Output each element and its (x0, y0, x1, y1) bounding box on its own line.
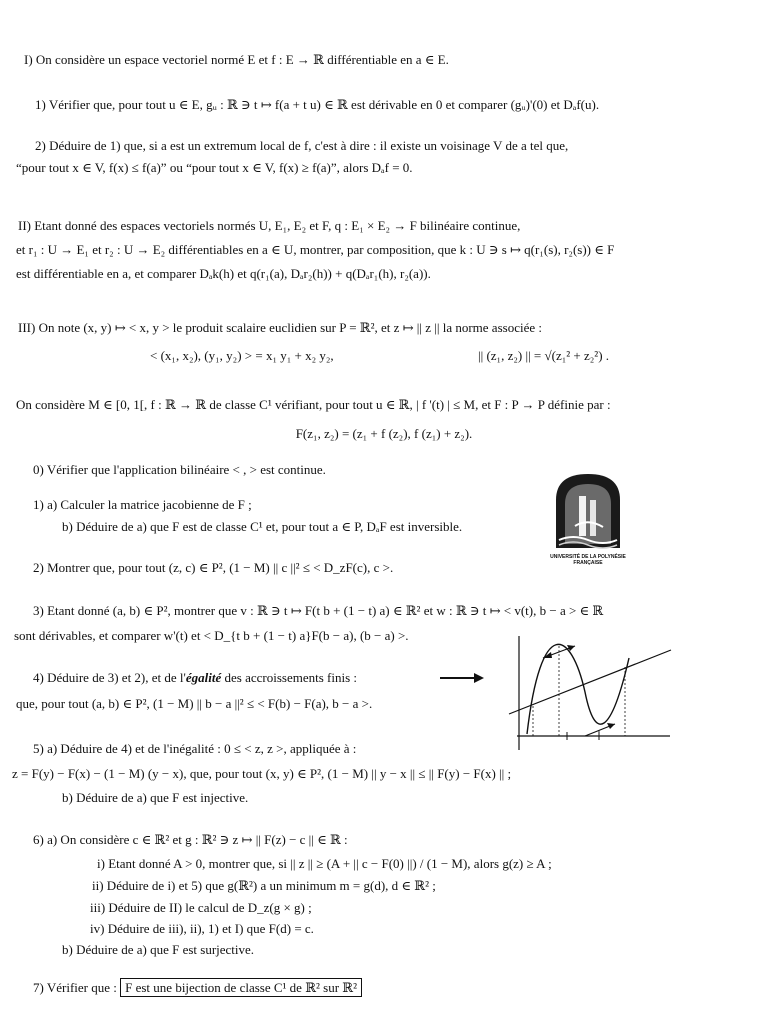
question-3-5b: b) Déduire de a) que F est injective. (62, 790, 249, 805)
question-3-5a-cont: z = F(y) − F(x) − (1 − M) (y − x), que, pour tout (x, y) ∈ P², (1 − M) || y − x || ≤ || F(y) − F(x) || ; (12, 766, 512, 781)
question-3-6b: b) Déduire de a) que F est surjective. (62, 942, 255, 957)
university-name: UNIVERSITÉ DE LA POLYNÉSIE FRANÇAISE (550, 554, 626, 566)
question-1-2-cont: “pour tout x ∈ V, f(x) ≤ f(a)” ou “pour tout x ∈ V, f(x) ≥ f(a)”, alors Dₐf = 0. (16, 160, 413, 175)
question-3-2: 2) Montrer que, pour tout (z, c) ∈ P², (1 − M) || c ||² ≤ < D_zF(c), c >. (33, 560, 394, 575)
question-3-1b: b) Déduire de a) que F est de classe C¹ et, pour tout a ∈ P, DₐF est inversible. (62, 519, 463, 534)
question-3-3-cont: sont dérivables, et comparer w'(t) et < D_{t b + (1 − t) a}F(b − a), (b − a) >. (14, 628, 409, 643)
question-3-7-text: 7) Vérifier que : (33, 980, 121, 995)
function-F-definition: F(z₁, z₂) = (z₁ + f (z₂), f (z₁) + z₂). (295, 426, 473, 441)
section-2-title: II) Etant donné des espaces vectoriels normés U, E₁, E₂ et F, q : E₁ × E₂ → F bilinéaire continue, (18, 218, 521, 233)
section-2-line-2: et r₁ : U → E₁ et r₂ : U → E₂ différentiables en a ∈ U, montrer, par composition, que k : U ∋ s ↦ q(r₁(s), r₂(s)) ∈ F (16, 242, 615, 257)
question-3-1a: 1) a) Calculer la matrice jacobienne de F ; (33, 497, 252, 512)
question-3-4 (33, 670, 357, 686)
question-3-6a-i: i) Etant donné A > 0, montrer que, si || z || ≥ (A + || c − F(0) ||) / (1 − M), alors g(z) ≥ A ; (97, 856, 552, 871)
question-3-6a: 6) a) On considère c ∈ ℝ² et g : ℝ² ∋ z ↦ || F(z) − c || ∈ ℝ : (33, 832, 348, 847)
question-3-4-text-end: des accroissements finis : (221, 670, 358, 685)
question-3-6a-ii: ii) Déduire de i) et 5) que g(ℝ²) a un minimum m = g(d), d ∈ ℝ² ; (92, 878, 436, 893)
question-3-5a: 5) a) Déduire de 4) et de l'inégalité : 0 ≤ < z, z >, appliquée à : (33, 741, 357, 756)
question-1-2: 2) Déduire de 1) que, si a est un extremum local de f, c'est à dire : il existe un voisinage V de a tel que, (35, 138, 569, 153)
question-3-0: 0) Vérifier que l'application bilinéaire < , > est continue. (33, 462, 326, 477)
question-1-1: 1) Vérifier que, pour tout u ∈ E, gᵤ : ℝ ∋ t ↦ f(a + t u) ∈ ℝ est dérivable en 0 et comparer (gᵤ)'(0) et Dₐf(u). (35, 97, 600, 112)
question-3-6a-iii: iii) Déduire de II) le calcul de D_z(g × g) ; (90, 900, 312, 915)
scalar-product-formula: < (x₁, x₂), (y₁, y₂) > = x₁ y₁ + x₂ y₂, (150, 348, 334, 363)
arrow-right-icon (440, 672, 484, 684)
section-3-title: III) On note (x, y) ↦ < x, y > le produit scalaire euclidien sur P = ℝ², et z ↦ || z || la norme associée : (18, 320, 542, 335)
question-3-7 (33, 980, 362, 996)
question-3-3: 3) Etant donné (a, b) ∈ P², montrer que v : ℝ ∋ t ↦ F(t b + (1 − t) a) ∈ ℝ² et w : ℝ ∋ t ↦ < v(t), b − a > ∈ ℝ (33, 603, 604, 618)
section-2-line-3: est différentiable en a, et comparer Dₐk(h) et q(r₁(a), Dₐr₂(h)) + q(Dₐr₁(h), r₂(a)). (16, 266, 431, 281)
question-3-4-text: 4) Déduire de 3) et 2), et de l' (33, 670, 186, 685)
question-3-4-cont: que, pour tout (a, b) ∈ P², (1 − M) || b − a ||² ≤ < F(b) − F(a), b − a >. (16, 696, 373, 711)
section-1-title: I) On considère un espace vectoriel normé E et f : E → ℝ différentiable en a ∈ E. (24, 52, 449, 67)
boxed-conclusion: F est une bijection de classe C¹ de ℝ² sur ℝ² (120, 978, 362, 997)
section-3-hypothesis: On considère M ∈ [0, 1[, f : ℝ → ℝ de classe C¹ vérifiant, pour tout u ∈ ℝ, | f '(t) | ≤ M, et F : P → P définie par : (16, 397, 611, 412)
university-seal-icon (550, 470, 626, 572)
question-3-6a-iv: iv) Déduire de iii), ii), 1) et I) que F(d) = c. (90, 921, 314, 936)
norm-formula: || (z₁, z₂) || = √(z₁² + z₂²) . (478, 348, 610, 363)
emphasis-egalite: égalité (185, 670, 222, 685)
mean-value-graph-icon (505, 632, 677, 754)
